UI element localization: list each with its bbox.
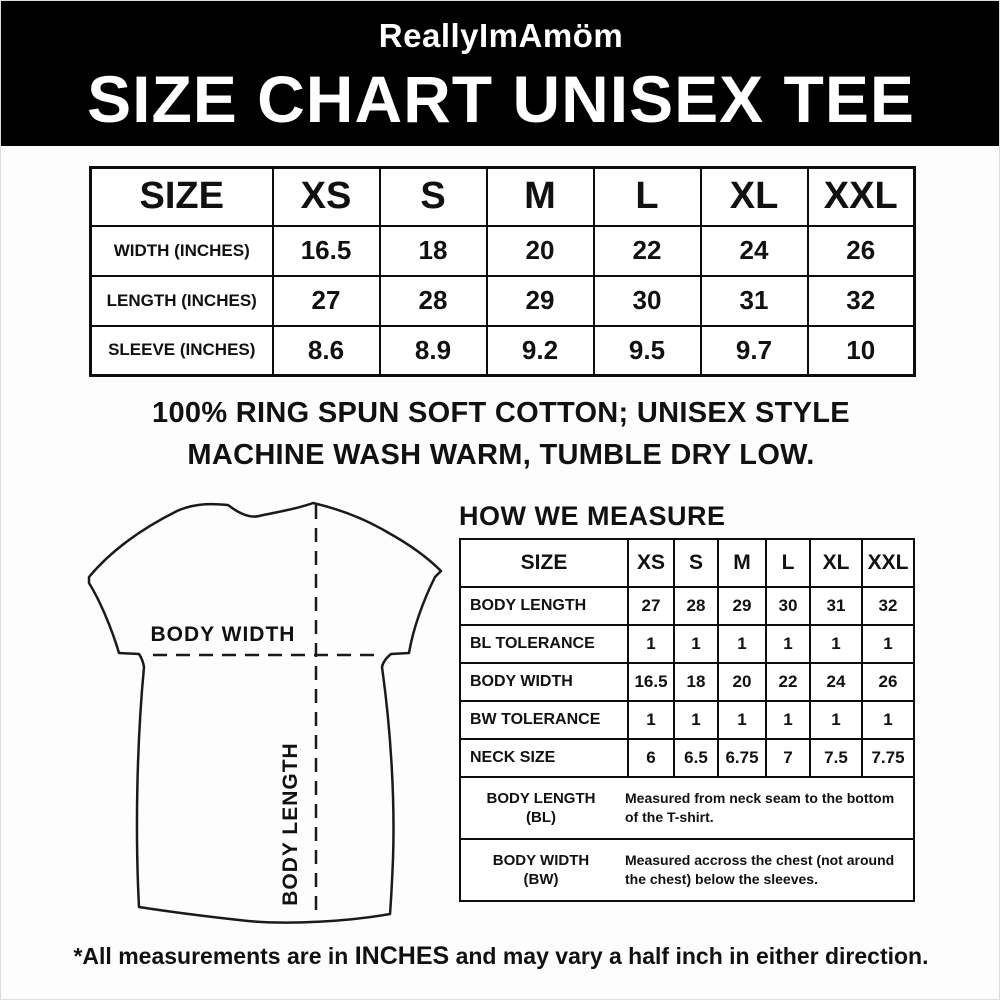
measure-cell: 26 [862, 663, 914, 701]
size-table-cell: 30 [594, 276, 701, 326]
size-table-cell: 16.5 [273, 226, 380, 276]
size-table-cell: 31 [701, 276, 808, 326]
care-note-line1: 100% RING SPUN SOFT COTTON; UNISEX STYLE [152, 397, 850, 429]
measure-row-label: BW TOLERANCE [460, 701, 628, 739]
page-title: SIZE CHART UNISEX TEE [87, 62, 915, 136]
size-table-col-header: SIZE [91, 168, 273, 226]
body-width-label: BODY WIDTH [150, 623, 296, 646]
care-note [1, 392, 1000, 476]
size-table-header-row [91, 168, 915, 226]
footnote-prefix: *All measurements are in [73, 943, 355, 969]
size-table-cell: 24 [701, 226, 808, 276]
measure-table-col-header: XXL [862, 539, 914, 587]
measure-row-bl-tolerance [460, 625, 914, 663]
care-note-line2: MACHINE WASH WARM, TUMBLE DRY LOW. [187, 439, 815, 471]
measure-cell: 7.75 [862, 739, 914, 777]
size-table [89, 166, 916, 377]
size-table-col-header: XS [273, 168, 380, 226]
measure-table-col-header: M [718, 539, 766, 587]
size-table-row-width [91, 226, 915, 276]
measure-table-col-header: SIZE [460, 539, 628, 587]
measure-cell: 31 [810, 587, 862, 625]
measure-cell: 27 [628, 587, 674, 625]
size-table-cell: 20 [487, 226, 594, 276]
measure-cell: 1 [810, 701, 862, 739]
size-table-cell: 29 [487, 276, 594, 326]
size-table-col-header: L [594, 168, 701, 226]
definition-row-body-length [460, 777, 914, 839]
measure-cell: 30 [766, 587, 810, 625]
size-table-col-header: XL [701, 168, 808, 226]
measure-cell: 6 [628, 739, 674, 777]
brand-logo: ReallyImAmöm [378, 17, 624, 54]
size-table-row-length [91, 276, 915, 326]
measure-cell: 7.5 [810, 739, 862, 777]
measure-cell: 28 [674, 587, 718, 625]
measure-cell: 1 [628, 701, 674, 739]
size-table-col-header: S [380, 168, 487, 226]
size-table-cell: 9.2 [487, 326, 594, 376]
tshirt-outline-graphic [61, 491, 461, 941]
tshirt-diagram [61, 491, 461, 941]
measure-row-bw-tolerance [460, 701, 914, 739]
measure-row-label: BODY LENGTH [460, 587, 628, 625]
size-table-row-label: WIDTH (INCHES) [91, 226, 273, 276]
measure-row-body-width [460, 663, 914, 701]
definition-term: BODY WIDTH (BW) [492, 852, 590, 888]
definition-text: Measured from neck seam to the bottom of the T-shirt. [625, 790, 895, 825]
size-table-row-label: LENGTH (INCHES) [91, 276, 273, 326]
size-table-cell: 9.5 [594, 326, 701, 376]
size-table-cell: 32 [808, 276, 915, 326]
measure-cell: 6.5 [674, 739, 718, 777]
size-table-cell: 10 [808, 326, 915, 376]
measure-cell: 6.75 [718, 739, 766, 777]
measure-cell: 1 [766, 701, 810, 739]
footnote-emphasis: INCHES [354, 942, 450, 970]
measure-cell: 18 [674, 663, 718, 701]
size-table-cell: 8.6 [273, 326, 380, 376]
measure-row-body-length [460, 587, 914, 625]
measure-cell: 1 [718, 625, 766, 663]
measure-row-neck-size [460, 739, 914, 777]
size-table-col-header: XXL [808, 168, 915, 226]
tshirt-outline [89, 503, 441, 923]
measure-cell: 20 [718, 663, 766, 701]
measure-row-label: NECK SIZE [460, 739, 628, 777]
footnote-suffix: and may vary a half inch in either direction. [449, 943, 929, 969]
measure-table-col-header: XS [628, 539, 674, 587]
size-table-cell: 9.7 [701, 326, 808, 376]
measure-cell: 24 [810, 663, 862, 701]
measure-table-col-header: L [766, 539, 810, 587]
measure-cell: 1 [766, 625, 810, 663]
size-table-row-sleeve [91, 326, 915, 376]
measure-cell: 1 [718, 701, 766, 739]
size-table-cell: 8.9 [380, 326, 487, 376]
measure-section-heading: HOW WE MEASURE [459, 501, 726, 531]
measure-table [459, 538, 915, 902]
measure-cell: 22 [766, 663, 810, 701]
measure-cell: 32 [862, 587, 914, 625]
measure-row-label: BODY WIDTH [460, 663, 628, 701]
size-table-row-label: SLEEVE (INCHES) [91, 326, 273, 376]
measure-table-header-row [460, 539, 914, 587]
measure-cell: 1 [810, 625, 862, 663]
measure-cell: 29 [718, 587, 766, 625]
measure-cell: 1 [628, 625, 674, 663]
definition-text: Measured accross the chest (not around the chest) below the sleeves. [625, 852, 895, 887]
size-table-cell: 22 [594, 226, 701, 276]
size-table-col-header: M [487, 168, 594, 226]
measure-cell: 1 [862, 701, 914, 739]
measure-cell: 16.5 [628, 663, 674, 701]
measure-cell: 1 [674, 625, 718, 663]
measure-cell: 1 [862, 625, 914, 663]
measure-table-col-header: S [674, 539, 718, 587]
size-table-cell: 18 [380, 226, 487, 276]
size-table-cell: 26 [808, 226, 915, 276]
measure-cell: 7 [766, 739, 810, 777]
measure-table-col-header: XL [810, 539, 862, 587]
definition-row-body-width [460, 839, 914, 901]
size-table-cell: 27 [273, 276, 380, 326]
measure-cell: 1 [674, 701, 718, 739]
measure-row-label: BL TOLERANCE [460, 625, 628, 663]
definition-term: BODY LENGTH (BL) [486, 790, 596, 826]
header-banner [1, 1, 1000, 146]
size-table-cell: 28 [380, 276, 487, 326]
footnote [1, 942, 1000, 971]
body-length-label: BODY LENGTH [279, 742, 302, 906]
